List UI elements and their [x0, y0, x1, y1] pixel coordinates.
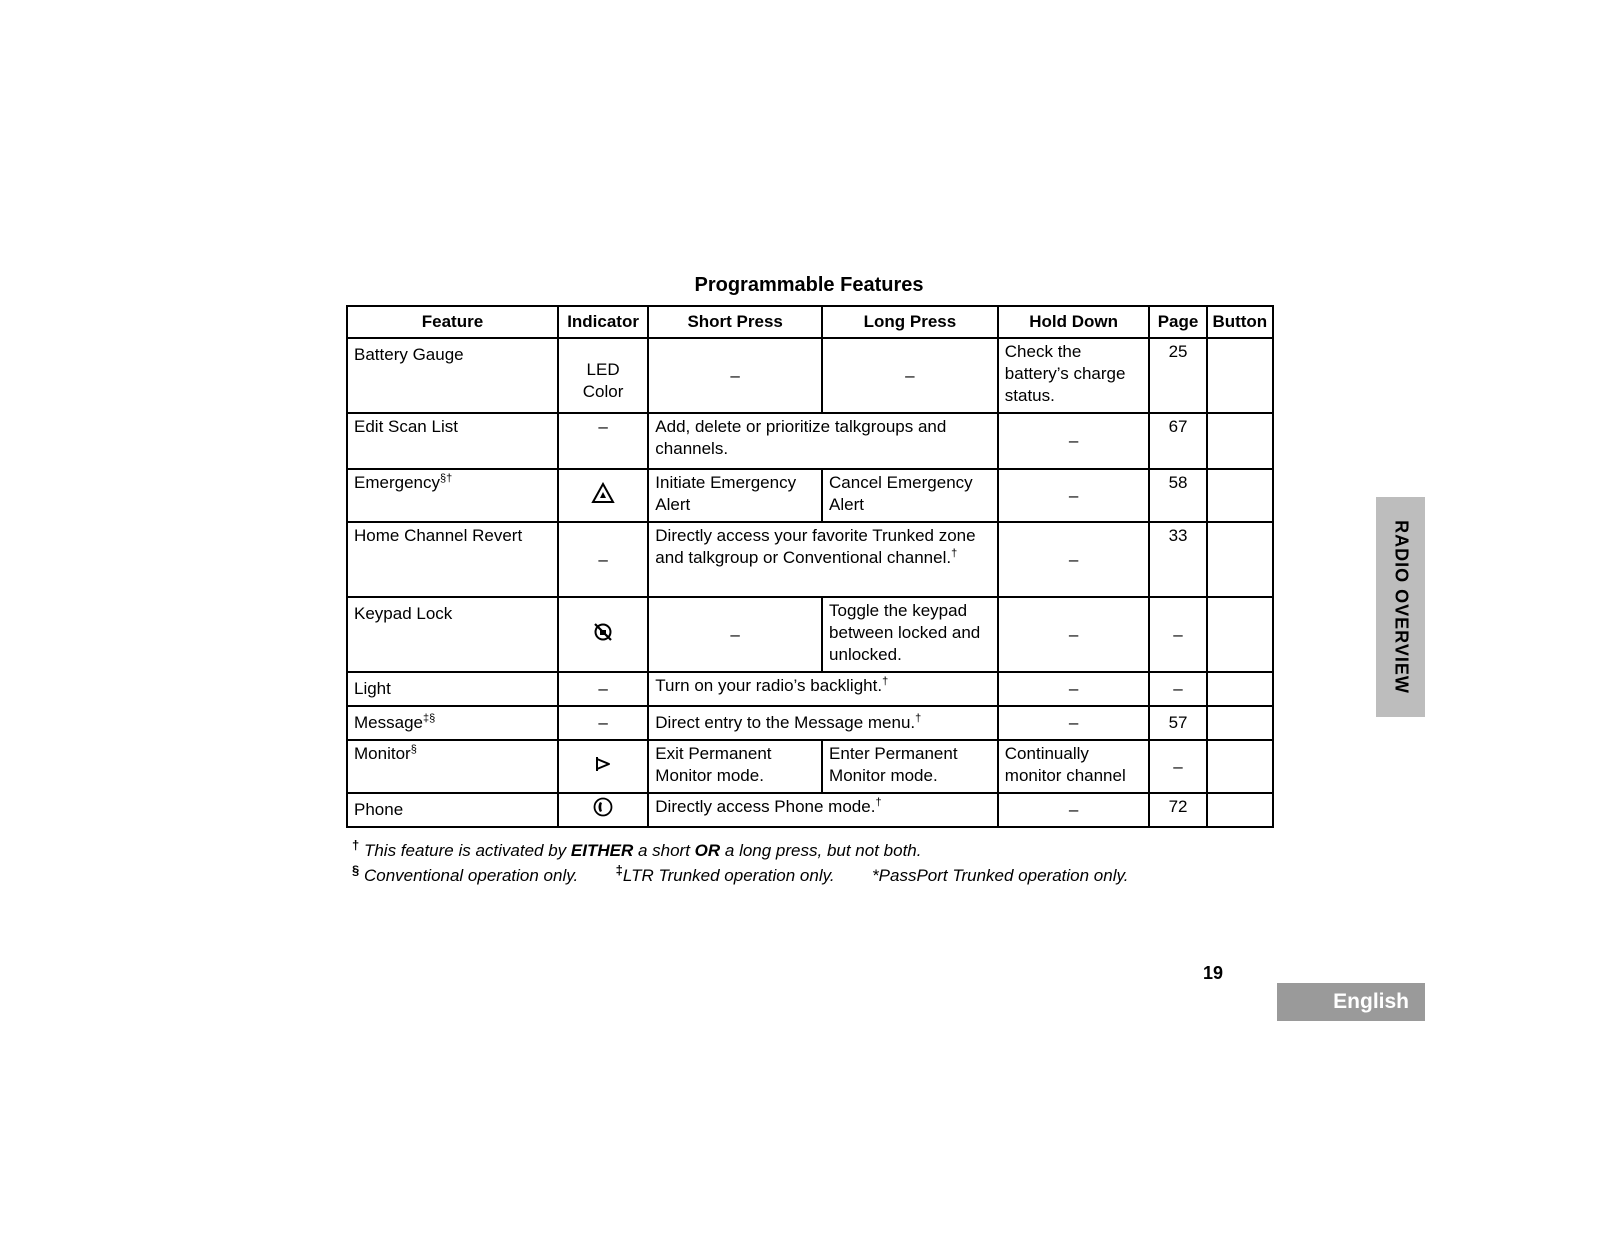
long-press-cell: Toggle the keypad between locked and unlocked.: [822, 597, 998, 672]
press-cell: Directly access your favorite Trunked zone and talkgroup or Conventional channel.†: [648, 522, 998, 597]
feature-cell: Battery Gauge: [347, 338, 558, 413]
feature-cell: Light: [347, 672, 558, 706]
indicator-cell: [558, 793, 648, 827]
indicator-cell: [558, 597, 648, 672]
page-cell: 67: [1149, 413, 1206, 469]
page-cell: –: [1149, 740, 1206, 793]
table-row: [347, 338, 1273, 413]
footnote-dagger: † This feature is activated by EITHER a short OR a long press, but not both.: [352, 837, 922, 860]
hold-down-cell: –: [998, 522, 1150, 597]
hold-down-cell: –: [998, 793, 1150, 827]
feature-cell: Home Channel Revert: [347, 522, 558, 597]
hold-down-cell: –: [998, 597, 1150, 672]
short-press-cell: –: [648, 338, 822, 413]
hold-down-cell: Check the battery’s charge status.: [998, 338, 1150, 413]
button-cell: [1207, 597, 1273, 672]
long-press-cell: Enter Permanent Monitor mode.: [822, 740, 998, 793]
table-row: [347, 597, 1273, 672]
short-press-cell: Exit Permanent Monitor mode.: [648, 740, 822, 793]
indicator-cell: –: [558, 672, 648, 706]
page-cell: 33: [1149, 522, 1206, 597]
press-cell: Direct entry to the Message menu.†: [648, 706, 998, 740]
page-cell: –: [1149, 597, 1206, 672]
feature-cell: Emergency§†: [347, 469, 558, 522]
page-cell: 58: [1149, 469, 1206, 522]
button-cell: [1207, 469, 1273, 522]
button-cell: [1207, 706, 1273, 740]
feature-cell: Edit Scan List: [347, 413, 558, 469]
table-row: [347, 740, 1273, 793]
indicator-cell: [558, 740, 648, 793]
header-indicator: Indicator: [558, 306, 648, 338]
button-cell: [1207, 672, 1273, 706]
button-cell: [1207, 793, 1273, 827]
page-cell: 25: [1149, 338, 1206, 413]
hold-down-cell: –: [998, 672, 1150, 706]
press-cell: Turn on your radio’s backlight.†: [648, 672, 998, 706]
indicator-cell: LED Color: [558, 338, 648, 413]
table-row: [347, 672, 1273, 706]
short-press-cell: Initiate Emergency Alert: [648, 469, 822, 522]
footnotes: [352, 838, 1252, 888]
table-row: [347, 522, 1273, 597]
header-long-press: Long Press: [822, 306, 998, 338]
table-title: Programmable Features: [694, 274, 924, 296]
header-page: Page: [1149, 306, 1206, 338]
indicator-cell: [558, 469, 648, 522]
hold-down-cell: –: [998, 413, 1150, 469]
phone-icon: [592, 796, 614, 824]
feature-cell: Message‡§: [347, 706, 558, 740]
page-number: 19: [1203, 963, 1224, 983]
short-press-cell: –: [648, 597, 822, 672]
press-cell: Directly access Phone mode.†: [648, 793, 998, 827]
page-cell: 72: [1149, 793, 1206, 827]
section-side-tab: RADIO OVERVIEW: [1376, 497, 1425, 717]
emergency-triangle-icon: [591, 482, 615, 510]
hold-down-cell: –: [998, 706, 1150, 740]
header-feature: Feature: [347, 306, 558, 338]
feature-cell: Phone: [347, 793, 558, 827]
language-tab: English: [1277, 983, 1425, 1021]
indicator-cell: –: [558, 522, 648, 597]
hold-down-cell: Continually monitor channel: [998, 740, 1150, 793]
table-row: [347, 469, 1273, 522]
indicator-cell: –: [558, 706, 648, 740]
page-cell: 57: [1149, 706, 1206, 740]
table-header-row: [347, 306, 1273, 338]
page-cell: –: [1149, 672, 1206, 706]
programmable-features-table: [346, 305, 1274, 828]
button-cell: [1207, 338, 1273, 413]
feature-cell: Monitor§: [347, 740, 558, 793]
feature-cell: Keypad Lock: [347, 597, 558, 672]
table-row: [347, 413, 1273, 469]
long-press-cell: Cancel Emergency Alert: [822, 469, 998, 522]
header-hold-down: Hold Down: [998, 306, 1150, 338]
hold-down-cell: –: [998, 469, 1150, 522]
footnote-operation-modes: § Conventional operation only. ‡LTR Trunked operation only. *PassPort Trunked operation only.: [352, 862, 1129, 885]
press-cell: Add, delete or prioritize talkgroups and channels.: [648, 413, 998, 469]
header-button: Button: [1207, 306, 1273, 338]
table-row: [347, 706, 1273, 740]
long-press-cell: –: [822, 338, 998, 413]
indicator-cell: –: [558, 413, 648, 469]
header-short-press: Short Press: [648, 306, 822, 338]
table-row: [347, 793, 1273, 827]
button-cell: [1207, 740, 1273, 793]
button-cell: [1207, 413, 1273, 469]
keypad-lock-icon: [592, 621, 614, 649]
monitor-speaker-icon: [594, 754, 612, 780]
button-cell: [1207, 522, 1273, 597]
